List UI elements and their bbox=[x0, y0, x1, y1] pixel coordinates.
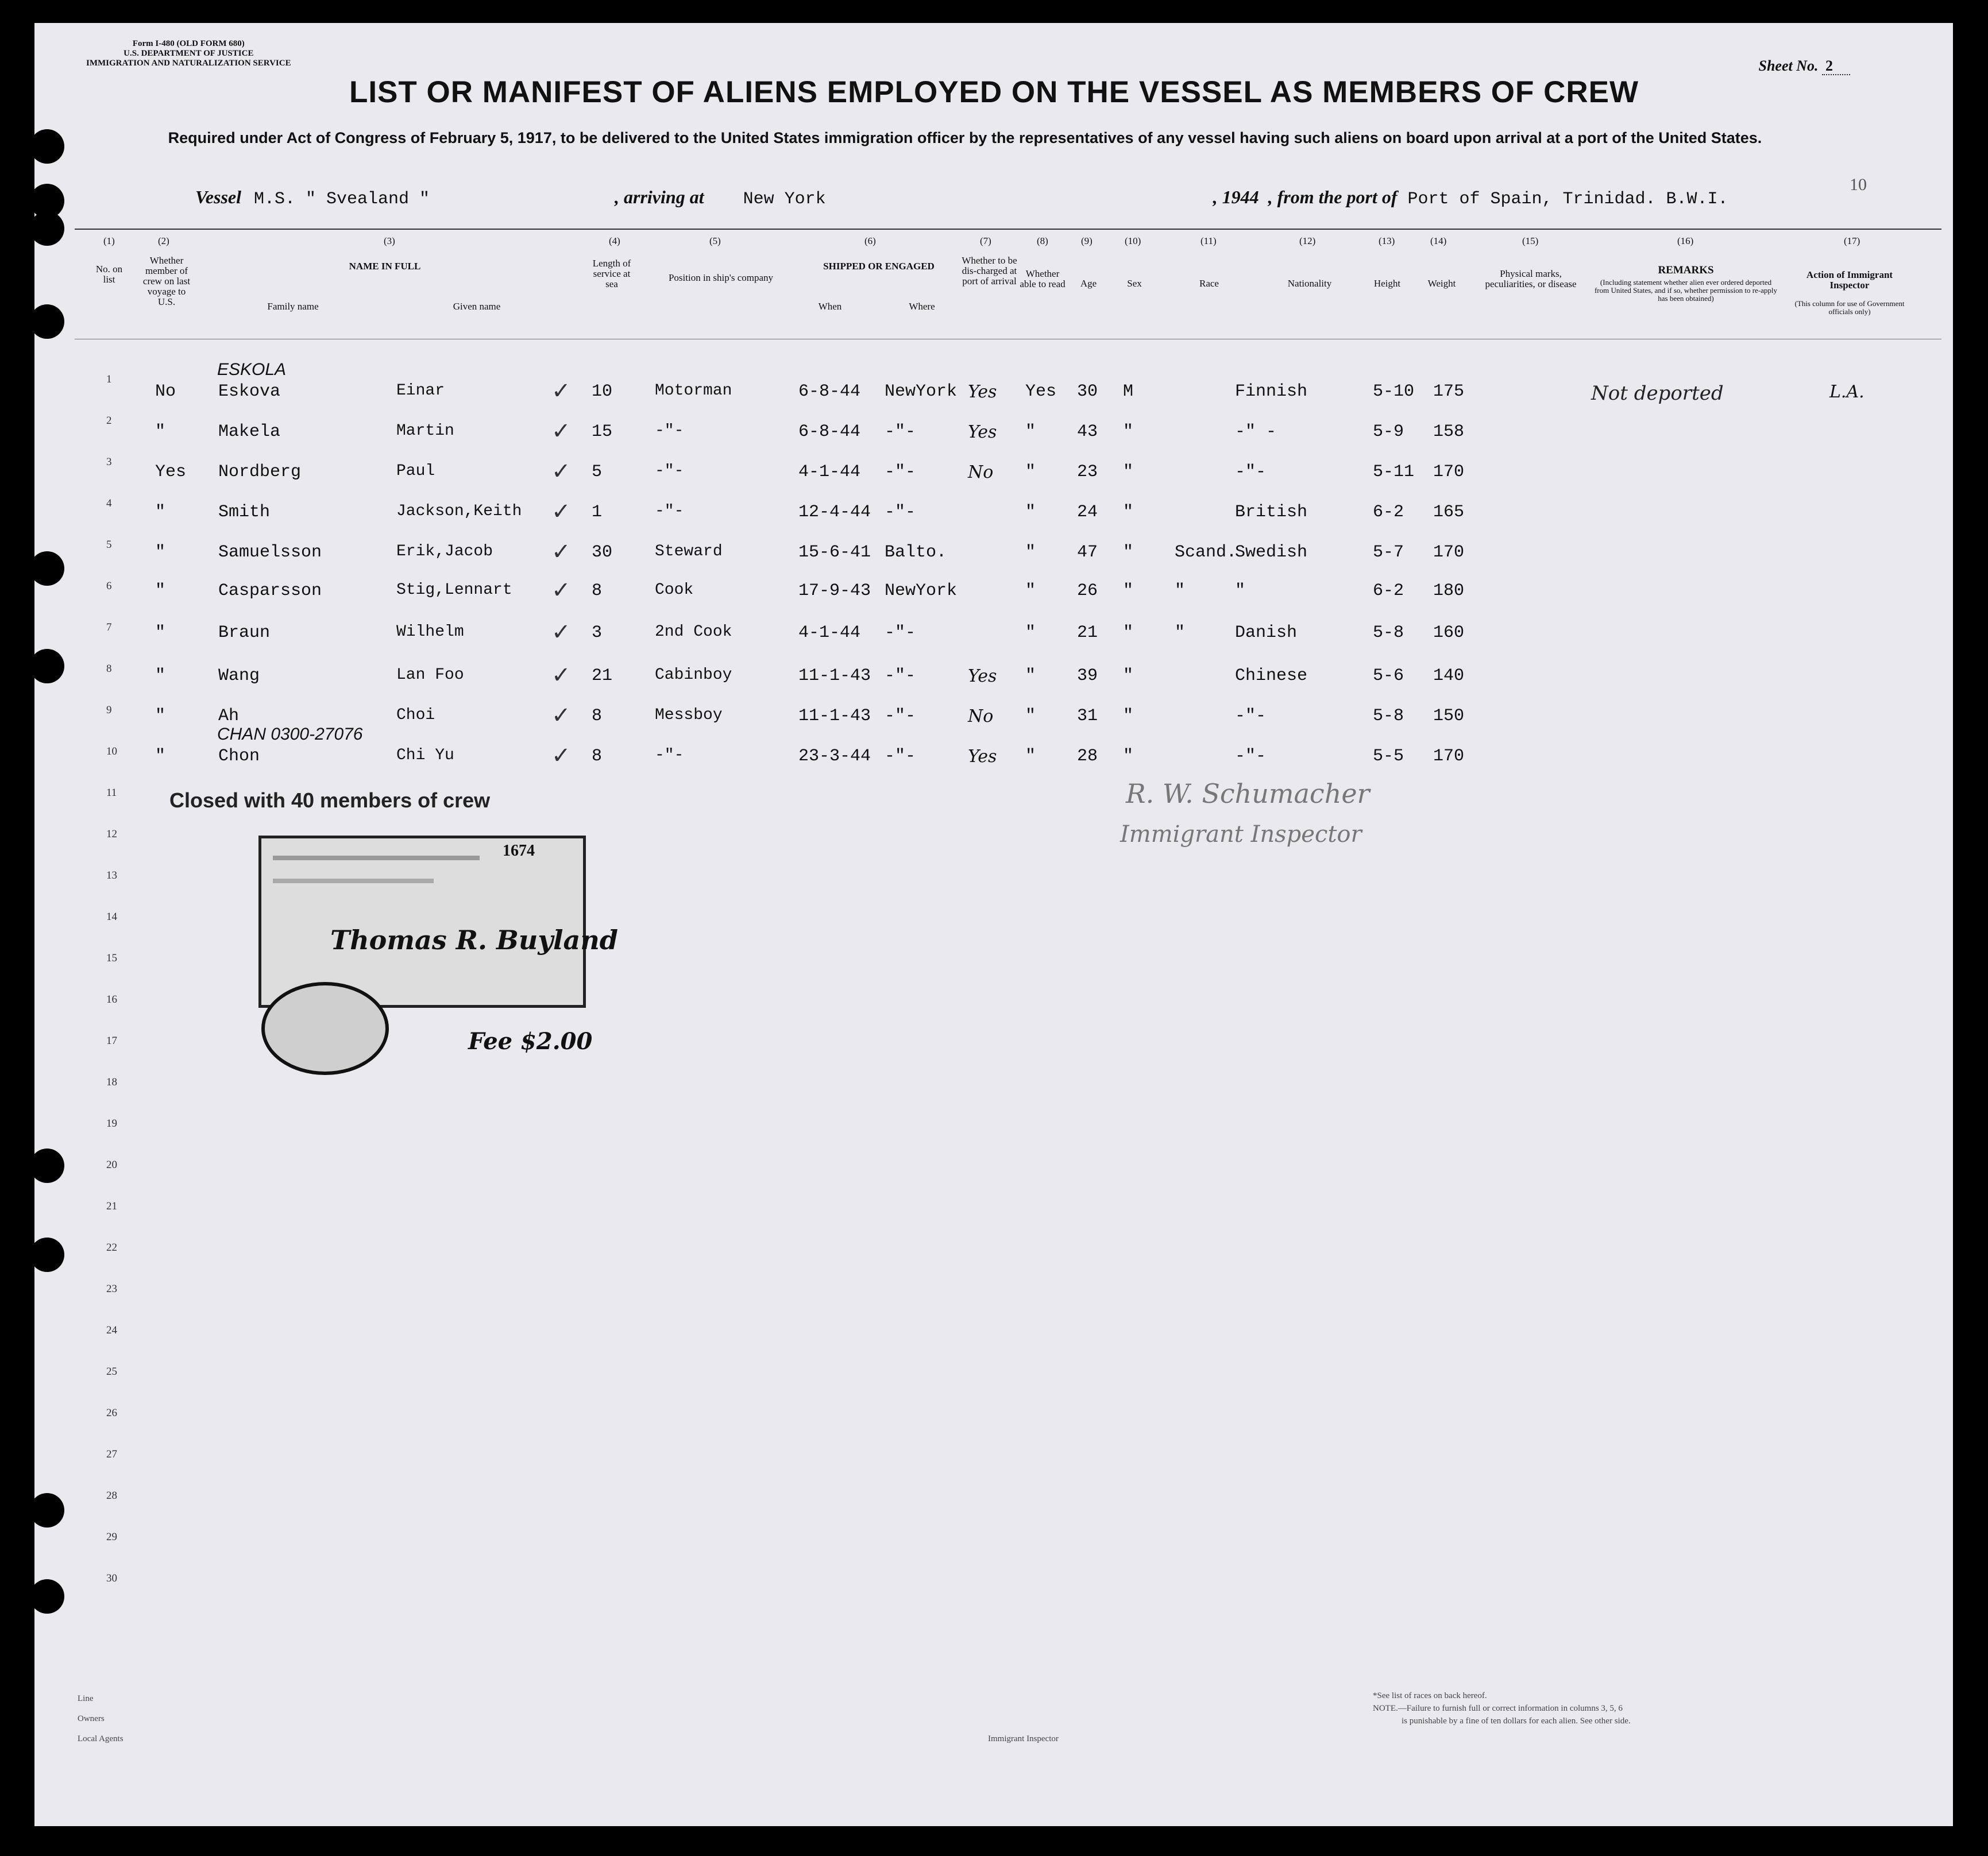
footer-owners-label: Owners bbox=[78, 1714, 105, 1723]
header-height: Height bbox=[1373, 278, 1401, 289]
row-number: 15 bbox=[106, 952, 117, 964]
checkmark-icon: ✓ bbox=[551, 743, 571, 768]
cell-position: Messboy bbox=[655, 706, 723, 724]
cell-age: 31 bbox=[1077, 706, 1098, 726]
row-number: 2 bbox=[106, 415, 112, 427]
sheet-value: 2 bbox=[1822, 57, 1850, 75]
cell-given-name: Jackson,Keith bbox=[396, 502, 522, 520]
cell-weight: 150 bbox=[1433, 706, 1465, 726]
col-number: (15) bbox=[1522, 235, 1539, 246]
footer-line-label: Line bbox=[78, 1694, 94, 1703]
cell-service-length: 5 bbox=[592, 462, 603, 482]
cell-last-voyage: Yes bbox=[155, 462, 187, 482]
row-number: 16 bbox=[106, 993, 117, 1006]
cell-shipped-where: -"- bbox=[885, 462, 916, 482]
checkmark-icon: ✓ bbox=[551, 539, 571, 564]
cell-height: 6-2 bbox=[1373, 581, 1404, 601]
cell-nationality: -"- bbox=[1235, 462, 1267, 482]
footer-note: NOTE.—Failure to furnish full or correct information in columns 3, 5, 6 bbox=[1373, 1704, 1623, 1713]
punch-hole bbox=[30, 649, 64, 683]
cell-shipped-when: 6-8-44 bbox=[798, 382, 861, 401]
document-subtitle: Required under Act of Congress of February 5, 1917, to be delivered to the United States immigration officer by the representatives of any vessel having such aliens on board upon arrival at a port of the United States. bbox=[168, 129, 1762, 146]
checkmark-icon: ✓ bbox=[551, 702, 571, 728]
stamp-line bbox=[273, 856, 480, 860]
col-number: (10) bbox=[1125, 235, 1141, 246]
col-number: (16) bbox=[1677, 235, 1694, 246]
cell-weight: 170 bbox=[1433, 543, 1465, 562]
cell-age: 28 bbox=[1077, 747, 1098, 766]
header-nationality: Nationality bbox=[1287, 278, 1332, 289]
sheet-number bbox=[1759, 57, 1851, 75]
corner-mark: 10 bbox=[1850, 175, 1867, 194]
row-number: 27 bbox=[106, 1448, 117, 1460]
cell-service-length: 8 bbox=[592, 581, 603, 601]
header-weight: Weight bbox=[1427, 278, 1456, 289]
family-name-correction: ESKOLA bbox=[217, 360, 287, 379]
cell-shipped-where: NewYork bbox=[885, 382, 958, 401]
cell-sex: " bbox=[1123, 462, 1134, 482]
cell-shipped-where: NewYork bbox=[885, 581, 958, 601]
vessel-label: Vessel bbox=[195, 187, 241, 207]
cell-sex: " bbox=[1123, 623, 1134, 643]
cell-service-length: 30 bbox=[592, 543, 613, 562]
row-number: 6 bbox=[106, 580, 112, 592]
row-number: 19 bbox=[106, 1118, 117, 1130]
header-where: Where bbox=[909, 301, 935, 312]
sheet-label: Sheet No. bbox=[1758, 57, 1819, 74]
row-number: 5 bbox=[106, 539, 112, 551]
cell-height: 5-8 bbox=[1373, 706, 1404, 726]
col-number: (11) bbox=[1200, 235, 1217, 246]
row-number: 8 bbox=[106, 663, 112, 675]
cell-family-name: Eskova bbox=[218, 382, 281, 401]
row-number: 10 bbox=[106, 745, 117, 757]
header-shipped-engaged: SHIPPED OR ENGAGED bbox=[823, 261, 935, 272]
cell-shipped-when: 6-8-44 bbox=[798, 422, 861, 442]
cell-race: Scand. bbox=[1175, 543, 1237, 562]
row-number: 20 bbox=[106, 1159, 117, 1171]
row-number: 12 bbox=[106, 828, 117, 840]
cell-shipped-where: -"- bbox=[885, 706, 916, 726]
closed-line: Closed with 40 members of crew bbox=[169, 788, 491, 812]
col-number: (9) bbox=[1081, 235, 1093, 246]
cell-shipped-when: 15-6-41 bbox=[798, 543, 871, 562]
cell-service-length: 8 bbox=[592, 747, 603, 766]
row-number: 29 bbox=[106, 1531, 117, 1543]
col-number: (4) bbox=[609, 235, 620, 246]
checkmark-icon: ✓ bbox=[551, 458, 571, 484]
cell-sex: " bbox=[1123, 666, 1134, 686]
cell-last-voyage: " bbox=[155, 581, 166, 601]
form-identifier bbox=[86, 39, 291, 68]
row-number: 30 bbox=[106, 1572, 117, 1584]
cell-able-to-read: " bbox=[1025, 623, 1036, 643]
cell-family-name: Chon bbox=[218, 747, 260, 766]
row-number: 7 bbox=[106, 621, 112, 633]
col-number: (1) bbox=[103, 235, 115, 246]
header-action-note: (This column for use of Government officials only) bbox=[1794, 299, 1905, 316]
cell-able-to-read: " bbox=[1025, 747, 1036, 766]
arriving-port: New York bbox=[743, 190, 826, 209]
cell-shipped-where: Balto. bbox=[885, 543, 947, 562]
col-number: (6) bbox=[864, 235, 876, 246]
checkmark-icon: ✓ bbox=[551, 498, 571, 524]
inspector-signature: R. W. Schumacher bbox=[1126, 778, 1370, 809]
cell-sex: " bbox=[1123, 706, 1134, 726]
cell-position: Cook bbox=[655, 581, 694, 599]
cell-given-name: Stig,Lennart bbox=[396, 581, 512, 599]
header-action: Action of Immigrant Inspector bbox=[1806, 269, 1893, 291]
cell-shipped-where: -"- bbox=[885, 623, 916, 643]
cell-height: 5-5 bbox=[1373, 747, 1404, 766]
row-number: 26 bbox=[106, 1407, 117, 1419]
cell-given-name: Wilhelm bbox=[396, 623, 464, 641]
cell-service-length: 21 bbox=[592, 666, 613, 686]
cell-last-voyage: " bbox=[155, 422, 166, 442]
cell-shipped-when: 4-1-44 bbox=[798, 623, 861, 643]
cell-shipped-where: -"- bbox=[885, 422, 916, 442]
cell-discharged: Yes bbox=[968, 422, 997, 442]
stamp-number: 1674 bbox=[503, 842, 535, 860]
cell-family-name: Casparsson bbox=[218, 581, 322, 601]
cell-given-name: Paul bbox=[396, 462, 435, 480]
cell-weight: 158 bbox=[1433, 422, 1465, 442]
cell-able-to-read: " bbox=[1025, 666, 1036, 686]
form-number: Form I-480 (OLD FORM 680) bbox=[132, 39, 245, 48]
cell-nationality: Finnish bbox=[1235, 382, 1308, 401]
cell-sex: " bbox=[1123, 502, 1134, 522]
cell-discharged: No bbox=[968, 462, 994, 482]
cell-height: 6-2 bbox=[1373, 502, 1404, 522]
row-number: 23 bbox=[106, 1283, 117, 1295]
cell-race: " bbox=[1175, 581, 1186, 601]
cell-nationality: -" - bbox=[1235, 422, 1277, 442]
arriving-label: , arriving at bbox=[615, 187, 704, 207]
header-position: Position in ship's company bbox=[668, 272, 774, 283]
row-number: 18 bbox=[106, 1076, 117, 1088]
cell-able-to-read: " bbox=[1025, 422, 1036, 442]
cell-family-name: Samuelsson bbox=[218, 543, 322, 562]
cell-last-voyage: " bbox=[155, 706, 166, 726]
cell-able-to-read: " bbox=[1025, 462, 1036, 482]
punch-hole bbox=[30, 551, 64, 586]
row-number: 14 bbox=[106, 911, 117, 923]
vessel-name: M.S. " Svealand " bbox=[254, 190, 430, 209]
cell-service-length: 15 bbox=[592, 422, 613, 442]
cell-height: 5-8 bbox=[1373, 623, 1404, 643]
document-title: LIST OR MANIFEST OF ALIENS EMPLOYED ON THE VESSEL AS MEMBERS OF CREW bbox=[349, 75, 1639, 109]
cell-nationality: Chinese bbox=[1235, 666, 1308, 686]
cell-sex: " bbox=[1123, 422, 1134, 442]
row-number: 22 bbox=[106, 1242, 117, 1254]
cell-weight: 170 bbox=[1433, 747, 1465, 766]
cell-shipped-where: -"- bbox=[885, 502, 916, 522]
cell-family-name: Nordberg bbox=[218, 462, 302, 482]
cell-weight: 175 bbox=[1433, 382, 1465, 401]
cell-position: 2nd Cook bbox=[655, 623, 732, 641]
col-number: (12) bbox=[1299, 235, 1316, 246]
cell-given-name: Erik,Jacob bbox=[396, 543, 493, 560]
cell-family-name: Braun bbox=[218, 623, 271, 643]
cell-discharged: Yes bbox=[968, 747, 997, 767]
family-name-correction: CHAN 0300-27076 bbox=[217, 725, 363, 744]
cell-weight: 170 bbox=[1433, 462, 1465, 482]
cell-sex: " bbox=[1123, 581, 1134, 601]
cell-weight: 160 bbox=[1433, 623, 1465, 643]
checkmark-icon: ✓ bbox=[551, 378, 571, 404]
cell-nationality: -"- bbox=[1235, 706, 1267, 726]
cell-shipped-when: 11-1-43 bbox=[798, 706, 871, 726]
col-number: (3) bbox=[384, 235, 395, 246]
from-port: Port of Spain, Trinidad. B.W.I. bbox=[1407, 190, 1728, 209]
cell-shipped-when: 11-1-43 bbox=[798, 666, 871, 686]
cell-shipped-when: 12-4-44 bbox=[798, 502, 871, 522]
row-number: 9 bbox=[106, 704, 112, 716]
cell-given-name: Chi Yu bbox=[396, 747, 454, 764]
cell-nationality: Danish bbox=[1235, 623, 1298, 643]
row-number: 28 bbox=[106, 1490, 117, 1502]
cell-height: 5-11 bbox=[1373, 462, 1415, 482]
cell-given-name: Einar bbox=[396, 382, 445, 400]
header-name-in-full: NAME IN FULL bbox=[349, 261, 421, 272]
cell-service-length: 10 bbox=[592, 382, 613, 401]
cell-last-voyage: " bbox=[155, 747, 166, 766]
cell-shipped-where: -"- bbox=[885, 666, 916, 686]
punch-hole bbox=[30, 1149, 64, 1183]
header-race: Race bbox=[1199, 278, 1219, 289]
cell-position: -"- bbox=[655, 502, 684, 520]
header-top-rule bbox=[75, 229, 1941, 230]
header-given-name: Given name bbox=[453, 301, 501, 312]
cell-nationality: Swedish bbox=[1235, 543, 1308, 562]
cell-sex: " bbox=[1123, 543, 1134, 562]
cell-able-to-read: " bbox=[1025, 543, 1036, 562]
punch-hole bbox=[30, 1493, 64, 1528]
cell-family-name: Smith bbox=[218, 502, 271, 522]
footer-inspector-label: Immigrant Inspector bbox=[988, 1734, 1059, 1743]
cell-nationality: British bbox=[1235, 502, 1308, 522]
header-family-name: Family name bbox=[267, 301, 319, 312]
col-number: (5) bbox=[709, 235, 721, 246]
punch-hole bbox=[30, 1579, 64, 1614]
arrival-year: 1944 bbox=[1222, 187, 1259, 207]
cell-position: -"- bbox=[655, 422, 684, 440]
checkmark-icon: ✓ bbox=[551, 418, 571, 444]
header-last-voyage: Whether member of crew on last voyage to U.S. bbox=[142, 255, 191, 307]
cell-last-voyage: " bbox=[155, 666, 166, 686]
row-number: 4 bbox=[106, 497, 112, 509]
header-sex: Sex bbox=[1127, 278, 1142, 289]
header-discharged: Whether to be dis-charged at port of arrival bbox=[962, 255, 1017, 287]
cell-able-to-read: Yes bbox=[1025, 382, 1057, 401]
header-length-service: Length of service at sea bbox=[592, 258, 631, 289]
cell-last-voyage: " bbox=[155, 543, 166, 562]
header-remarks: REMARKS bbox=[1658, 264, 1714, 276]
cell-discharged: Yes bbox=[968, 382, 997, 402]
cell-height: 5-9 bbox=[1373, 422, 1404, 442]
header-physical-marks: Physical marks, peculiarities, or disease bbox=[1485, 268, 1577, 289]
cell-age: 23 bbox=[1077, 462, 1098, 482]
vessel-line: Vessel M.S. " Svealand " , arriving at New York , 1944 , from the port of Port of Spain, Trinidad. B.W.I. bbox=[195, 187, 1728, 209]
header-no-on-list: No. on list bbox=[95, 264, 123, 285]
cell-position: Motorman bbox=[655, 382, 732, 400]
punch-hole bbox=[30, 1238, 64, 1272]
department-name: U.S. DEPARTMENT OF JUSTICE bbox=[123, 49, 254, 58]
header-when: When bbox=[818, 301, 842, 312]
cell-shipped-when: 17-9-43 bbox=[798, 581, 871, 601]
row-number: 17 bbox=[106, 1035, 117, 1047]
row-number: 25 bbox=[106, 1366, 117, 1378]
inspector-title: Immigrant Inspector bbox=[1120, 821, 1362, 848]
checkmark-icon: ✓ bbox=[551, 662, 571, 688]
cell-able-to-read: " bbox=[1025, 706, 1036, 726]
header-remarks-note: (Including statement whether alien ever ordered deported from United States, and if so, whether permission to re-apply has been obtained) bbox=[1594, 278, 1778, 303]
cell-remarks: Not deported bbox=[1591, 382, 1724, 405]
cell-nationality: -"- bbox=[1235, 747, 1267, 766]
cell-position: Cabinboy bbox=[655, 666, 732, 684]
cell-age: 30 bbox=[1077, 382, 1098, 401]
cell-height: 5-10 bbox=[1373, 382, 1415, 401]
cell-able-to-read: " bbox=[1025, 581, 1036, 601]
cell-shipped-when: 4-1-44 bbox=[798, 462, 861, 482]
cell-age: 39 bbox=[1077, 666, 1098, 686]
punch-hole bbox=[30, 129, 64, 164]
cell-family-name: Wang bbox=[218, 666, 260, 686]
service-name: IMMIGRATION AND NATURALIZATION SERVICE bbox=[86, 59, 291, 68]
footer-note: *See list of races on back hereof. bbox=[1373, 1691, 1487, 1700]
stamp-line bbox=[273, 879, 434, 883]
fee-stamp bbox=[258, 836, 618, 1008]
col-number: (2) bbox=[158, 235, 169, 246]
cell-race: " bbox=[1175, 623, 1186, 643]
checkmark-icon: ✓ bbox=[551, 619, 571, 645]
col-number: (8) bbox=[1037, 235, 1048, 246]
cell-service-length: 1 bbox=[592, 502, 603, 522]
cell-sex: " bbox=[1123, 747, 1134, 766]
cell-weight: 140 bbox=[1433, 666, 1465, 686]
cell-age: 24 bbox=[1077, 502, 1098, 522]
cell-height: 5-7 bbox=[1373, 543, 1404, 562]
cell-position: -"- bbox=[655, 462, 684, 480]
row-number: 1 bbox=[106, 373, 112, 385]
cell-action: L.A. bbox=[1829, 382, 1865, 402]
cell-last-voyage: " bbox=[155, 623, 166, 643]
row-number: 3 bbox=[106, 456, 112, 468]
cell-discharged: Yes bbox=[968, 666, 997, 686]
cell-shipped-when: 23-3-44 bbox=[798, 747, 871, 766]
row-number: 11 bbox=[106, 787, 117, 799]
cell-given-name: Lan Foo bbox=[396, 666, 464, 684]
checkmark-icon: ✓ bbox=[551, 577, 571, 603]
footer-note: is punishable by a fine of ten dollars for each alien. See other side. bbox=[1402, 1716, 1631, 1726]
cell-sex: M bbox=[1123, 382, 1134, 401]
col-number: (14) bbox=[1430, 235, 1447, 246]
cell-position: Steward bbox=[655, 543, 723, 560]
header-age: Age bbox=[1080, 278, 1097, 289]
cell-weight: 165 bbox=[1433, 502, 1465, 522]
cell-last-voyage: No bbox=[155, 382, 176, 401]
punch-hole bbox=[30, 304, 64, 339]
cell-given-name: Choi bbox=[396, 706, 435, 724]
row-number: 13 bbox=[106, 869, 117, 881]
header-able-to-read: Whether able to read bbox=[1020, 268, 1066, 289]
footer-agents-label: Local Agents bbox=[78, 1734, 123, 1743]
eagle-seal-icon bbox=[261, 982, 389, 1075]
cell-family-name: Makela bbox=[218, 422, 281, 442]
cell-service-length: 8 bbox=[592, 706, 603, 726]
fee-note: Fee $2.00 bbox=[468, 1028, 593, 1055]
cell-nationality: " bbox=[1235, 581, 1246, 601]
col-number: (13) bbox=[1379, 235, 1395, 246]
punch-hole bbox=[30, 211, 64, 246]
cell-service-length: 3 bbox=[592, 623, 603, 643]
row-number: 21 bbox=[106, 1200, 117, 1212]
cell-able-to-read: " bbox=[1025, 502, 1036, 522]
cell-discharged: No bbox=[968, 706, 994, 726]
cell-age: 47 bbox=[1077, 543, 1098, 562]
cell-shipped-where: -"- bbox=[885, 747, 916, 766]
cell-height: 5-6 bbox=[1373, 666, 1404, 686]
row-number: 24 bbox=[106, 1324, 117, 1336]
col-number: (7) bbox=[980, 235, 991, 246]
cell-age: 26 bbox=[1077, 581, 1098, 601]
col-number: (17) bbox=[1844, 235, 1860, 246]
cell-age: 43 bbox=[1077, 422, 1098, 442]
cell-weight: 180 bbox=[1433, 581, 1465, 601]
cell-given-name: Martin bbox=[396, 422, 454, 440]
from-port-label: , from the port of bbox=[1268, 187, 1398, 207]
cell-last-voyage: " bbox=[155, 502, 166, 522]
cell-position: -"- bbox=[655, 747, 684, 764]
cell-family-name: Ah bbox=[218, 706, 240, 726]
stamp-signature: Thomas R. Buyland bbox=[330, 925, 618, 956]
cell-age: 21 bbox=[1077, 623, 1098, 643]
